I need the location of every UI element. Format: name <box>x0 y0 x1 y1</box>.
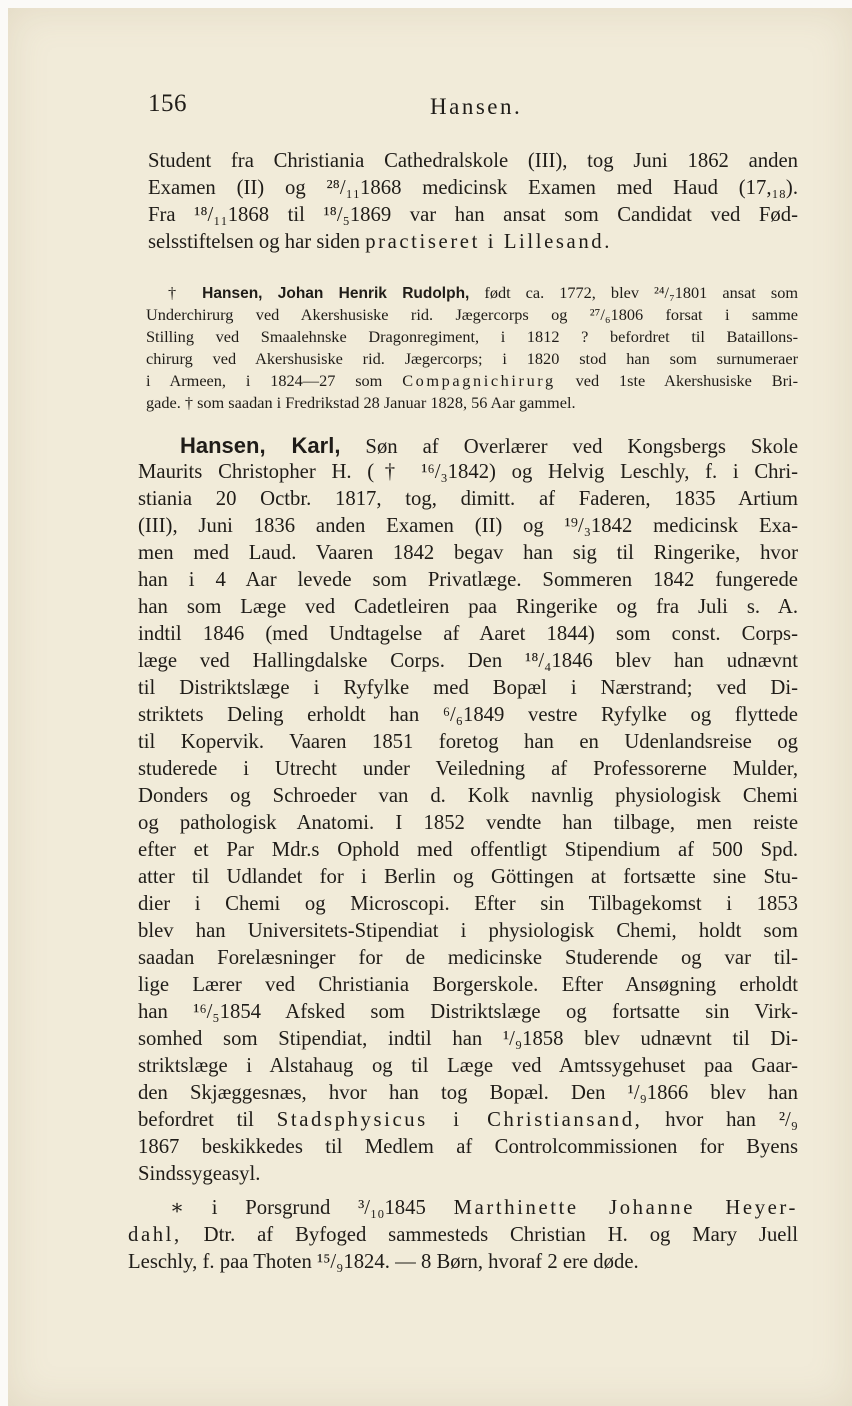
text-line: † Hansen, Johan Henrik Rudolph, født ca. 1772, blev ²⁴/₇1801 ansat som <box>168 283 798 302</box>
text-line: og pathologisk Anatomi. I 1852 vendte han tilbage, men reiste <box>138 812 798 834</box>
entry-karl-hansen <box>138 432 798 1188</box>
entry-johan-henrik-rudolph <box>146 282 798 414</box>
text-line: indtil 1846 (med Undtagelse af Aaret 1844) som const. Corps- <box>138 623 798 645</box>
spaced-emphasis: practiseret i Lillesand. <box>365 231 612 253</box>
text-line: dahl, Dtr. af Byfoged sammesteds Christian H. og Mary Juell <box>128 1224 798 1246</box>
marriage-note <box>128 1195 798 1276</box>
text-line: Hansen, Karl, Søn af Overlærer ved Kongsbergs Skole <box>180 433 798 458</box>
text-line: ∗ i Porsgrund ³/₁₀1845 Marthinette Johanne Heyer- <box>170 1197 798 1219</box>
text-line: han i 4 Aar levede som Privatlæge. Sommeren 1842 fungerede <box>138 569 798 591</box>
text-line: efter et Par Mdr.s Ophold med offentligt Stipendium af 500 Spd. <box>138 839 798 861</box>
text-line: dier i Chemi og Microscopi. Efter sin Tilbagekomst i 1853 <box>138 893 798 915</box>
text-line: Donders og Schroeder van d. Kolk navnlig physiologisk Chemi <box>138 785 798 807</box>
text-line: selsstiftelsen og har siden practiseret i Lillesand. <box>148 231 612 253</box>
text-line: Fra ¹⁸/₁₁1868 til ¹⁸/₅1869 var han ansat som Candidat ved Fød- <box>148 204 798 226</box>
paragraph-continuation <box>148 148 798 256</box>
spaced-emphasis: Compagnichirurg <box>402 371 556 390</box>
text-line: til Kopervik. Vaaren 1851 foretog han en Udenlandsreise og <box>138 731 798 753</box>
page-number: 156 <box>148 90 187 117</box>
text-line: Maurits Christopher H. († ¹⁶/₃1842) og Helvig Leschly, f. i Chri- <box>138 461 798 483</box>
text-line: chirurg ved Akershusiske rid. Jægercorps; i 1820 stod han som surnumeraer <box>146 349 798 368</box>
page-header <box>148 88 788 128</box>
spaced-emphasis: Marthinette Johanne Heyer- <box>453 1197 798 1219</box>
body-text <box>128 148 798 1276</box>
text-line: men med Laud. Vaaren 1842 begav han sig til Ringerike, hvor <box>138 542 798 564</box>
entry-name: Hansen, Karl, <box>180 433 341 458</box>
text-line: gade. † som saadan i Fredrikstad 28 Januar 1828, 56 Aar gammel. <box>146 393 576 412</box>
text-line: i Armeen, i 1824—27 som Compagnichirurg ved 1ste Akershusiske Bri- <box>146 371 798 390</box>
text-line: han ¹⁶/₅1854 Afsked som Distriktslæge og fortsatte sin Virk- <box>138 1001 798 1023</box>
text-line: somhed som Stipendiat, indtil han ¹/₉1858 blev udnævnt til Di- <box>138 1028 798 1050</box>
text-line: lige Lærer ved Christiania Borgerskole. Efter Ansøgning erholdt <box>138 974 798 996</box>
text-line: Stilling ved Smaalehnske Dragonregiment, i 1812 ? befordret til Bataillons- <box>146 327 798 346</box>
text-line: Student fra Christiania Cathedralskole (III), tog Juni 1862 anden <box>148 150 798 172</box>
text-line: stiania 20 Octbr. 1817, tog, dimitt. af Faderen, 1835 Artium <box>138 488 798 510</box>
text-line: Examen (II) og ²⁸/₁₁1868 medicinsk Examen med Haud (17,₁₈). <box>148 177 798 199</box>
text-line: studerede i Utrecht under Veiledning af Professorerne Mulder, <box>138 758 798 780</box>
text-line: striktets Deling erholdt han ⁶/₆1849 vestre Ryfylke og flyttede <box>138 704 798 726</box>
text-line: (III), Juni 1836 anden Examen (II) og ¹⁹/₃1842 medicinsk Exa- <box>138 515 798 537</box>
text-line: Underchirurg ved Akershusiske rid. Jægercorps og ²⁷/₆1806 forsat i samme <box>146 305 798 324</box>
text-line: atter til Udlandet for i Berlin og Göttingen at fortsætte sine Stu- <box>138 866 798 888</box>
text-line: til Distriktslæge i Ryfylke med Bopæl i Nærstrand; ved Di- <box>138 677 798 699</box>
running-head: Hansen. <box>430 94 523 119</box>
spaced-emphasis: Stadsphysicus i Christiansand, <box>276 1109 643 1131</box>
text-line: han som Læge ved Cadetleiren paa Ringerike og fra Juli s. A. <box>138 596 798 618</box>
entry-name: Hansen, Johan Henrik Rudolph, <box>202 285 470 302</box>
spaced-emphasis: dahl, <box>128 1224 182 1246</box>
text-line: læge ved Hallingdalske Corps. Den ¹⁸/₄1846 blev han udnævnt <box>138 650 798 672</box>
text-line: striktslæge i Alstahaug og til Læge ved Amtssygehuset paa Gaar- <box>138 1055 798 1077</box>
text-line: 1867 beskikkedes til Medlem af Controlcommissionen for Byens <box>138 1136 798 1158</box>
book-page <box>8 8 852 1406</box>
text-line: saadan Forelæsninger for de medicinske Studerende og var til- <box>138 947 798 969</box>
text-line: befordret til Stadsphysicus i Christiansand, hvor han ²/₉ <box>138 1109 798 1131</box>
text-line: Sindssygeasyl. <box>138 1163 261 1185</box>
text-line: Leschly, f. paa Thoten ¹⁵/₉1824. — 8 Børn, hvoraf 2 ere døde. <box>128 1251 639 1273</box>
text-line: blev han Universitets-Stipendiat i physiologisk Chemi, holdt som <box>138 920 798 942</box>
text-line: den Skjæggesnæs, hvor han tog Bopæl. Den ¹/₉1866 blev han <box>138 1082 798 1104</box>
